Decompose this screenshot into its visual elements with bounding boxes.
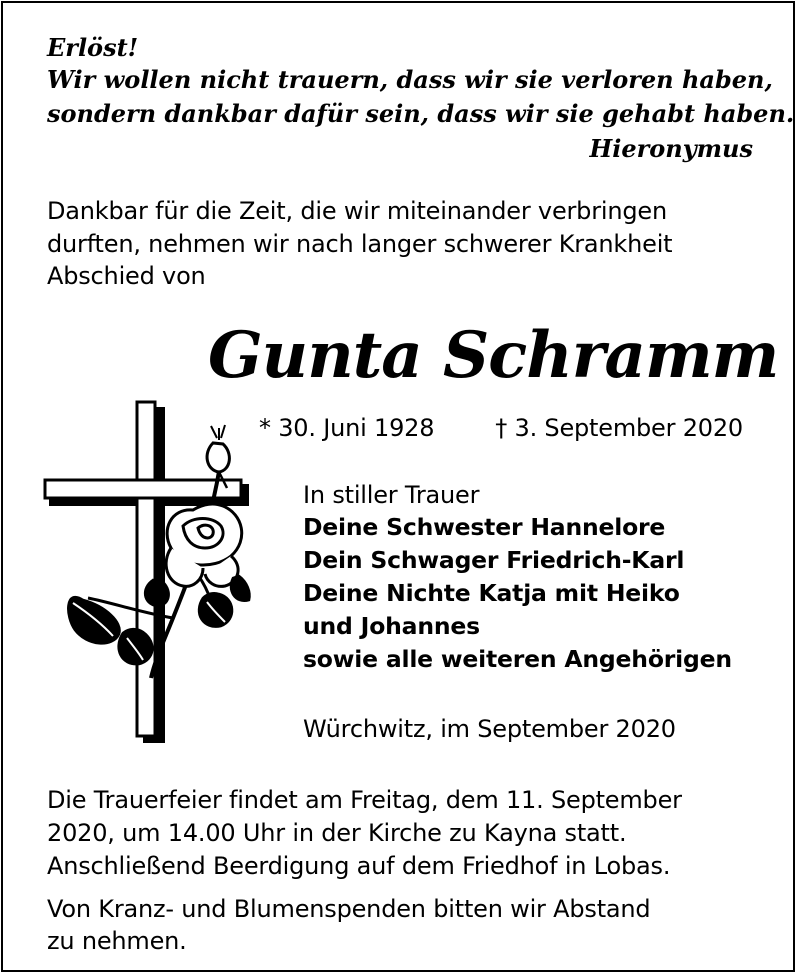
mourner-line: Deine Nichte Katja mit Heiko: [303, 579, 680, 607]
intro-line-1: Dankbar für die Zeit, die wir miteinander verbringen: [47, 197, 667, 225]
motto-author: Hieronymus: [589, 134, 753, 163]
funeral-line-1: Die Trauerfeier findet am Freitag, dem 11. September: [47, 786, 682, 814]
intro-line-3: Abschied von: [47, 262, 206, 290]
motto-line-2: Wir wollen nicht trauern, dass wir sie verloren haben,: [47, 65, 773, 94]
motto-line-1: Erlöst!: [47, 33, 139, 62]
place-and-date: Würchwitz, im September 2020: [303, 715, 676, 743]
funeral-line-2: 2020, um 14.00 Uhr in der Kirche zu Kayna statt.: [47, 819, 627, 847]
mourner-line: sowie alle weiteren Angehörigen: [303, 645, 732, 673]
mourner-line: und Johannes: [303, 612, 480, 640]
cross-with-rose-icon: [43, 398, 253, 748]
birth-date: * 30. Juni 1928: [259, 414, 435, 442]
mourners-heading: In stiller Trauer: [303, 481, 480, 509]
request-line-1: Von Kranz- und Blumenspenden bitten wir Abstand: [47, 895, 651, 923]
deceased-name: Gunta Schramm: [208, 318, 779, 393]
request-line-2: zu nehmen.: [47, 927, 187, 955]
obituary-notice: [1, 1, 795, 972]
funeral-line-3: Anschließend Beerdigung auf dem Friedhof in Lobas.: [47, 852, 671, 880]
intro-line-2: durften, nehmen wir nach langer schwerer Krankheit: [47, 230, 673, 258]
motto-line-3: sondern dankbar dafür sein, dass wir sie gehabt haben.: [47, 99, 795, 128]
mourner-line: Deine Schwester Hannelore: [303, 513, 666, 541]
mourner-line: Dein Schwager Friedrich-Karl: [303, 546, 685, 574]
death-date: † 3. September 2020: [495, 414, 743, 442]
